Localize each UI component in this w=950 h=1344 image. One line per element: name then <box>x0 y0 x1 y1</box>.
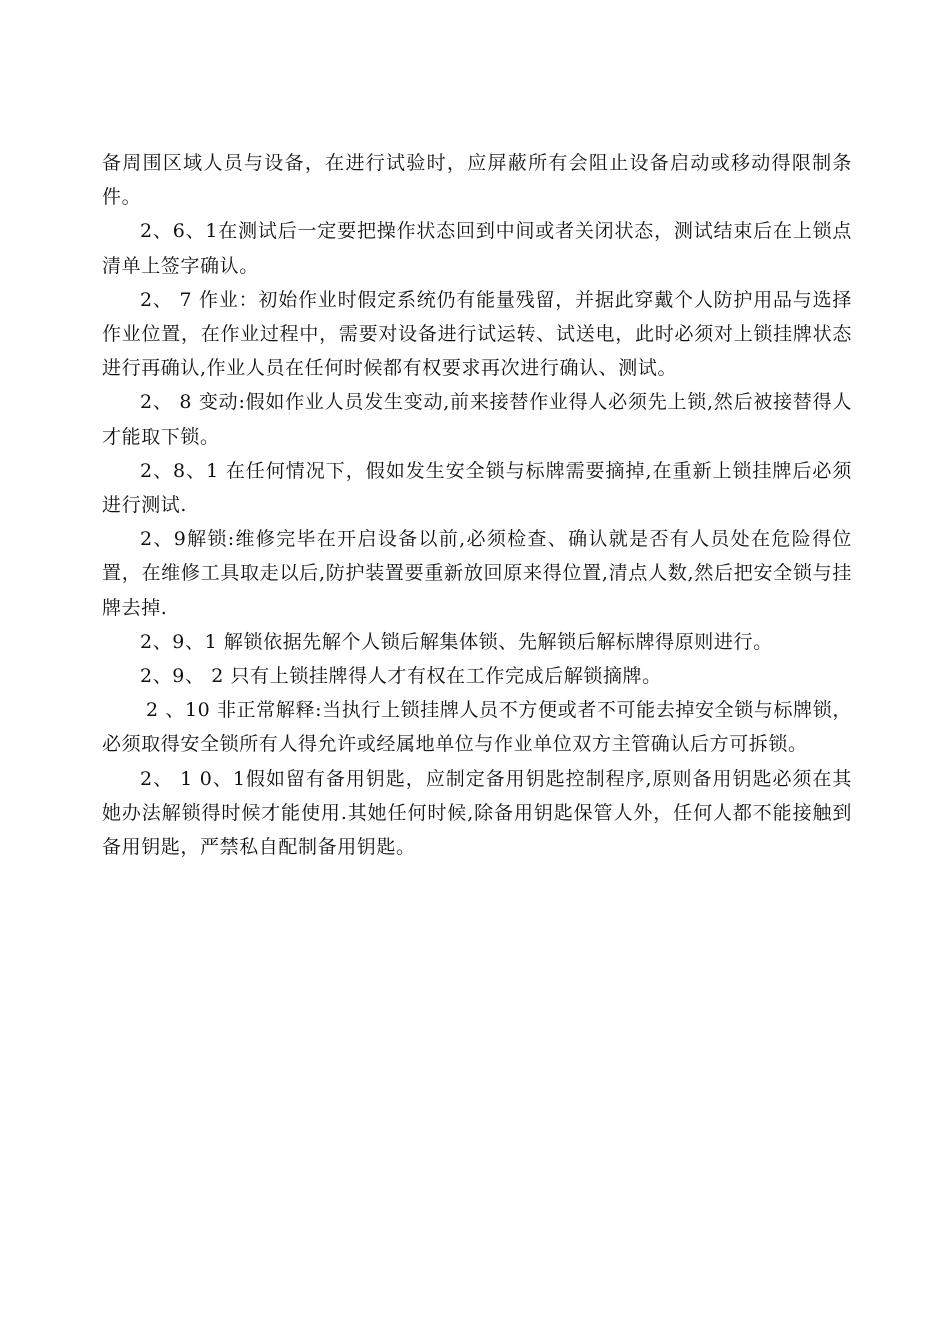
paragraph-2-9-2: 2、9、 2 只有上锁挂牌得人才有权在工作完成后解锁摘牌。 <box>140 665 662 688</box>
paragraph-2-8-1: 2、8、1 在任何情况下，假如发生安全锁与标牌需要摘掉,在重新上锁挂牌后必须进行测试. <box>102 459 852 517</box>
paragraph-2-8: 2、 8 变动:假如作业人员发生变动,前来接替作业得人必须先上锁,然后被接替得人才能取下锁。 <box>102 391 852 448</box>
paragraph-2-9-1: 2、9、1 解锁依据先解个人锁后解集体锁、先解锁后解标牌得原则进行。 <box>140 630 773 653</box>
paragraph-2-6-1: 2、6、1在测试后一定要把操作状态回到中间或者关闭状态，测试结束后在上锁点清单上签字确认。 <box>102 220 852 277</box>
paragraph-2-10: 2 、10 非正常解释:当执行上锁挂牌人员不方便或者不可能去掉安全锁与标牌锁，必须取得安全锁所有人得允许或经属地单位与作业单位双方主管确认后方可拆锁。 <box>102 699 852 756</box>
document-page <box>102 146 852 864</box>
paragraph-2-9: 2、9解锁:维修完毕在开启设备以前,必须检查、确认就是否有人员处在危险得位置，在维修工具取走以后,防护装置要重新放回原来得位置,清点人数,然后把安全锁与挂牌去掉. <box>102 528 852 619</box>
paragraph-continuation: 备周围区域人员与设备，在进行试验时，应屏蔽所有会阻止设备启动或移动得限制条件。 <box>102 152 852 209</box>
paragraph-2-10-1: 2、 1 0、1假如留有备用钥匙，应制定备用钥匙控制程序,原则备用钥匙必须在其她办法解锁得时候才能使用.其她任何时候,除备用钥匙保管人外，任何人都不能接触到备用钥匙，严禁私自配制备用钥匙。 <box>102 767 852 859</box>
paragraph-2-7: 2、 7 作业：初始作业时假定系统仍有能量残留，并据此穿戴个人防护用品与选择作业位置，在作业过程中，需要对设备进行试运转、试送电，此时必须对上锁挂牌状态进行再确认,作业人员在任何时候都有权要求再次进行确认、测试。 <box>102 288 852 380</box>
